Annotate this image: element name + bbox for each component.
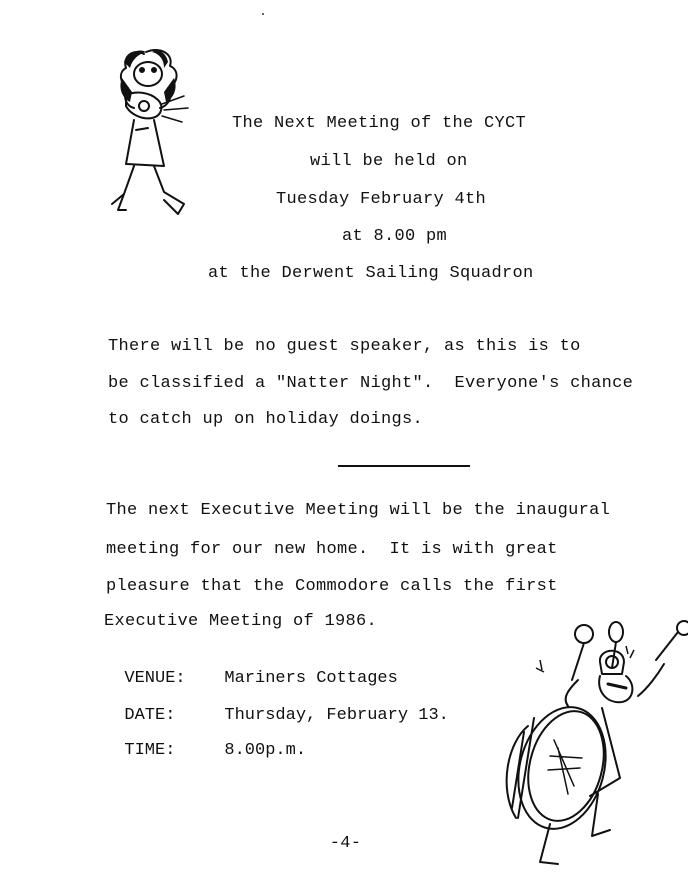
announcement-line: Tuesday February 4th (276, 190, 487, 209)
venue-row (104, 650, 398, 688)
date-value: Thursday, February 13. (224, 706, 449, 725)
paragraph-line: pleasure that the Commodore calls the first (106, 577, 558, 596)
drummer-illustration (488, 618, 688, 870)
time-value: 8.00p.m. (224, 741, 307, 760)
section-divider (338, 465, 470, 467)
paragraph-line: to catch up on holiday doings. (108, 410, 424, 429)
venue-label: VENUE: (124, 669, 186, 688)
venue-value: Mariners Cottages (224, 669, 398, 688)
paragraph-line: Executive Meeting of 1986. (104, 612, 378, 631)
announcement-line: at the Derwent Sailing Squadron (208, 264, 534, 283)
announcement-line: will be held on (310, 152, 468, 171)
horn-player-illustration (104, 44, 200, 219)
time-row (104, 722, 306, 760)
announcement-line: The Next Meeting of the CYCT (232, 114, 527, 133)
page-number: -4- (329, 834, 362, 853)
announcement-line: at 8.00 pm (342, 227, 448, 246)
paragraph-line: The next Executive Meeting will be the inaugural (106, 501, 611, 520)
time-label: TIME: (124, 741, 176, 760)
date-label: DATE: (124, 706, 176, 725)
date-row (104, 687, 449, 725)
paragraph-line: There will be no guest speaker, as this is to (108, 337, 581, 356)
paragraph-line: meeting for our new home. It is with great (106, 540, 558, 559)
paragraph-line: be classified a "Natter Night". Everyone's chance (108, 374, 634, 393)
speck (262, 13, 264, 15)
